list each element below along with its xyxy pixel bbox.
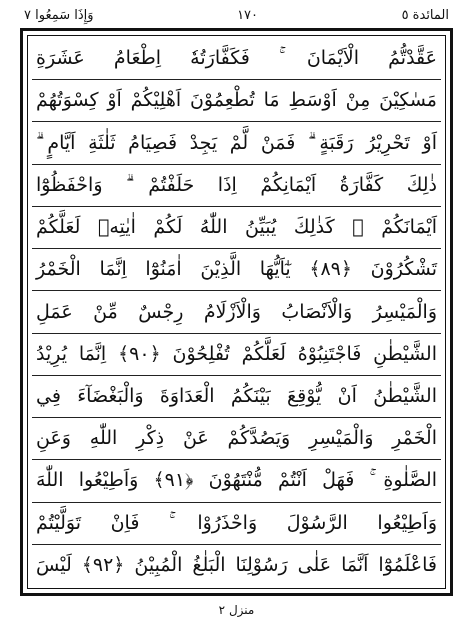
verse-line [32, 80, 441, 122]
verse-line-text: عَقَّدْتُّمُ الْاَيْمَانَ ۚ فَكَفَّارَتُهٗ اِطْعَامُ عَشَرَةِ [36, 47, 437, 70]
verse-line [32, 291, 441, 333]
verse-line-text: الشَّيْطٰنِ فَاجْتَنِبُوْهُ لَعَلَّكُمْ تُفْلِحُوْنَ ﴿٩٠﴾ اِنَّمَا يُرِيْدُ [36, 342, 437, 365]
verse-line-text: ذٰلِكَ كَفَّارَةُ اَيْمَانِكُمْ اِذَا حَلَفْتُمْ ۗ وَاحْفَظُوْٓا [36, 173, 437, 196]
verse-line-text: الشَّيْطٰنُ اَنْ يُّوْقِعَ بَيْنَكُمُ الْعَدَاوَةَ وَالْبَغْضَآءَ فِي [36, 384, 437, 407]
verse-line-text: وَاَطِيْعُوا الرَّسُوْلَ وَاحْذَرُوْا ۚ فَاِنْ تَوَلَّيْتُمْ [36, 511, 437, 534]
verse-line [32, 545, 441, 586]
verse-line-text: وَالْمَيْسِرُ وَالْاَنْصَابُ وَالْاَزْلَامُ رِجْسٌ مِّنْ عَمَلِ [36, 300, 437, 323]
verse-line [32, 165, 441, 207]
verse-line-text: اَيْمَانَكُمْ ۗ كَذٰلِكَ يُبَيِّنُ اللّٰهُ لَكُمْ اٰيٰتِهٖ لَعَلَّكُمْ [36, 216, 437, 239]
manzil-label: منزل ٢ [218, 603, 255, 617]
page-number: ١٧٠ [237, 7, 259, 23]
verse-line-text: الصَّلٰوةِ ۚ فَهَلْ اَنْتُمْ مُّنْتَهُوْنَ ﴿٩١﴾ وَاَطِيْعُوا اللّٰهَ [36, 469, 437, 492]
page-footer [0, 600, 473, 620]
verse-line-text: مَسٰكِيْنَ مِنْ اَوْسَطِ مَا تُطْعِمُوْنَ اَهْلِيْكُمْ اَوْ كِسْوَتُهُمْ [36, 89, 437, 112]
verse-line [32, 38, 441, 80]
surah-title: المائدة ٥ [401, 7, 449, 23]
verse-line [32, 376, 441, 418]
verse-line-text: تَشْكُرُوْنَ ﴿٨٩﴾ يٰٓاَيُّهَا الَّذِيْنَ اٰمَنُوْٓا اِنَّمَا الْخَمْرُ [36, 258, 438, 281]
verse-line [32, 503, 441, 545]
verse-line-text: فَاعْلَمُوْٓا اَنَّمَا عَلٰى رَسُوْلِنَا الْبَلٰغُ الْمُبِيْنُ ﴿٩٢﴾ لَيْسَ [36, 553, 437, 576]
verse-lines [32, 38, 441, 586]
juz-title: وَإِذَا سَمِعُوا ٧ [24, 7, 94, 23]
page-header [24, 4, 449, 26]
verse-line-text: اَوْ تَحْرِيْرُ رَقَبَةٍ ۗ فَمَنْ لَّمْ يَجِدْ فَصِيَامُ ثَلٰثَةِ اَيَّامٍ ۗ [36, 131, 437, 154]
verse-line [32, 122, 441, 164]
verse-line [32, 207, 441, 249]
verse-line-text: الْخَمْرِ وَالْمَيْسِرِ وَيَصُدَّكُمْ عَنْ ذِكْرِ اللّٰهِ وَعَنِ [36, 427, 437, 450]
verse-line [32, 418, 441, 460]
verse-line [32, 460, 441, 502]
verse-line [32, 249, 441, 291]
verse-line [32, 334, 441, 376]
